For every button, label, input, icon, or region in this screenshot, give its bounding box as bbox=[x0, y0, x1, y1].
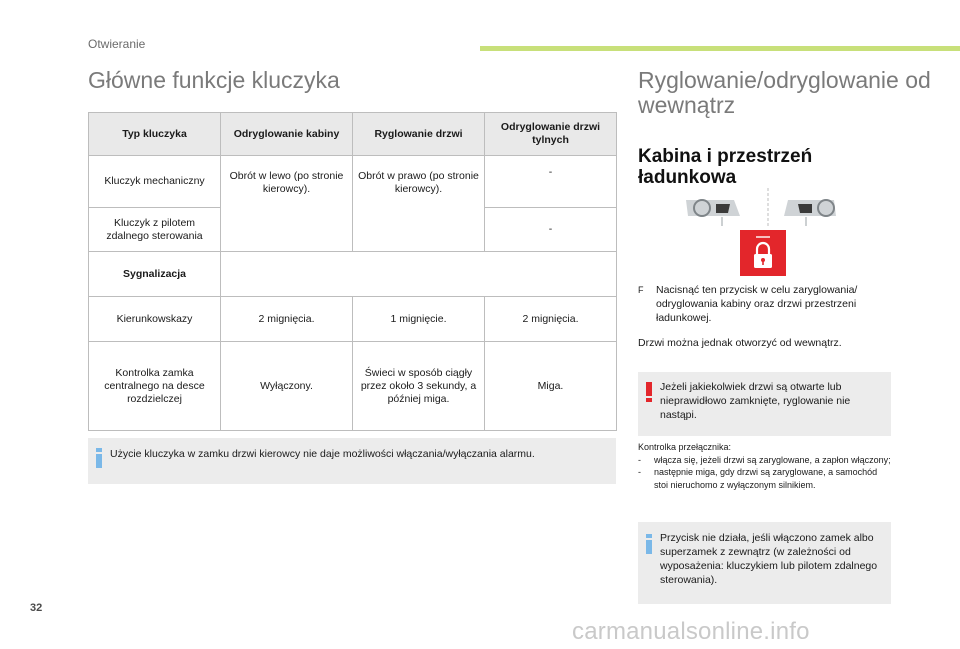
switch-item-text: włącza się, jeżeli drzwi są zaryglowane, a zapłon włączony; bbox=[654, 454, 891, 465]
cell-key-remote: Kluczyk z pilotem zdalnego sterowania bbox=[89, 208, 221, 252]
page-number: 32 bbox=[30, 602, 43, 614]
switch-indicator-block bbox=[638, 441, 893, 491]
alarm-info-note bbox=[88, 438, 616, 484]
door-warning-text: Jeżeli jakiekolwiek drzwi są otwarte lub nieprawidłowo zamknięte, ryglowanie nie nastąpi. bbox=[660, 381, 851, 421]
cell-blinkers-rear: 2 mignięcia. bbox=[485, 297, 617, 342]
press-instruction bbox=[638, 283, 888, 325]
switch-item bbox=[638, 454, 893, 467]
cell-rear-remote: - bbox=[485, 208, 617, 252]
button-inactive-note bbox=[638, 522, 891, 604]
key-functions-table bbox=[88, 112, 617, 431]
watermark: carmanualsonline.info bbox=[572, 618, 810, 645]
cell-lamp-lock: Świeci w sposób ciągły przez około 3 sekundy, a później miga. bbox=[353, 342, 485, 431]
col-header-key-type: Typ kluczyka bbox=[89, 113, 221, 156]
right-title: Ryglowanie/odryglowanie od wewnątrz bbox=[638, 67, 931, 118]
cell-rear-mechanical: - bbox=[485, 156, 617, 208]
cell-lamp-cabin: Wyłączony. bbox=[221, 342, 353, 431]
lock-button-illustration bbox=[680, 186, 840, 276]
cell-signal-label: Sygnalizacja bbox=[89, 252, 221, 297]
cell-blinkers-lock: 1 mignięcie. bbox=[353, 297, 485, 342]
switch-item bbox=[638, 466, 893, 491]
switch-indicator-title: Kontrolka przełącznika: bbox=[638, 442, 732, 452]
section-accent-bar bbox=[480, 46, 960, 51]
cell-key-mechanical: Kluczyk mechaniczny bbox=[89, 156, 221, 208]
inside-open-paragraph: Drzwi można jednak otworzyć od wewnątrz. bbox=[638, 337, 842, 349]
cell-cabin-unlock: Obrót w lewo (po stronie kierowcy). bbox=[221, 156, 353, 252]
warning-icon bbox=[646, 382, 652, 402]
cell-blinkers-label: Kierunkowskazy bbox=[89, 297, 221, 342]
alarm-info-text: Użycie kluczyka w zamku drzwi kierowcy nie daje możliwości włączania/wyłączania alarmu. bbox=[110, 448, 535, 460]
col-header-door-lock: Ryglowanie drzwi bbox=[353, 113, 485, 156]
dash: - bbox=[638, 454, 641, 465]
info-icon bbox=[96, 448, 102, 468]
bullet-icon: F bbox=[638, 285, 644, 295]
door-warning-note bbox=[638, 372, 891, 436]
info-icon bbox=[646, 534, 652, 554]
col-header-cabin-unlock: Odryglowanie kabiny bbox=[221, 113, 353, 156]
switch-item-text: następnie miga, gdy drzwi są zaryglowane, a samochód stoi nieruchomo z wyłączonym silnikiem. bbox=[654, 467, 878, 490]
left-title: Główne funkcje kluczyka bbox=[88, 67, 340, 93]
press-instruction-text: Nacisnąć ten przycisk w celu zaryglowania/ odryglowania kabiny oraz drzwi przestrzeni ładunkowej. bbox=[656, 284, 858, 324]
cell-blinkers-cabin: 2 mignięcia. bbox=[221, 297, 353, 342]
cell-signal-empty bbox=[221, 252, 617, 297]
cell-lamp-rear: Miga. bbox=[485, 342, 617, 431]
cell-lamp-label: Kontrolka zamka centralnego na desce rozdzielczej bbox=[89, 342, 221, 431]
dash: - bbox=[638, 467, 641, 477]
cell-door-lock: Obrót w prawo (po stronie kierowcy). bbox=[353, 156, 485, 252]
button-inactive-text: Przycisk nie działa, jeśli włączono zamek albo superzamek z zewnątrz (w zależności od wyposażenia: kluczykiem lub pilotem zdalnego sterowania). bbox=[660, 532, 878, 586]
right-subtitle: Kabina i przestrzeń ładunkowa bbox=[638, 146, 813, 188]
section-label: Otwieranie bbox=[88, 37, 146, 51]
col-header-rear-unlock: Odryglowanie drzwi tylnych bbox=[485, 113, 617, 156]
